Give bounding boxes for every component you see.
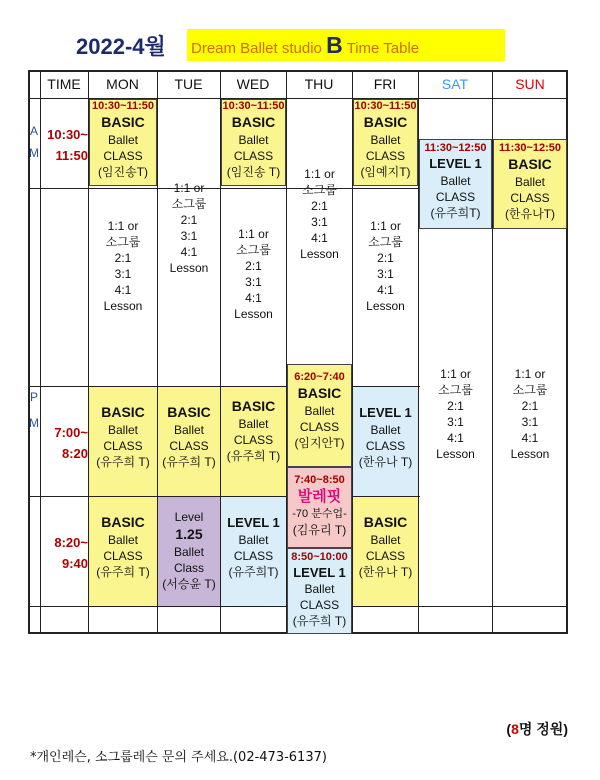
lesson-sat: 1:1 or 소그룹 2:1 3:1 4:1 Lesson bbox=[436, 367, 475, 461]
class-wed-pm2: LEVEL 1 Ballet CLASS (유주희T) bbox=[221, 497, 286, 606]
lesson-tue: 1:1 or 소그룹 2:1 3:1 4:1 Lesson bbox=[169, 181, 209, 275]
class-mon-pm1: BASIC Ballet CLASS (유주희 T) bbox=[89, 387, 157, 496]
time-slot-3-end: 9:40 bbox=[61, 556, 88, 571]
time-slot-2 bbox=[40, 422, 88, 464]
capacity-note: (8명 정원) bbox=[506, 721, 568, 737]
title-suffix: Time Table bbox=[342, 40, 420, 57]
class-tue-pm2: Level 1.25 Ballet Class (서승윤 T) bbox=[158, 497, 220, 606]
time-slot-1-start: 10:30~ bbox=[47, 127, 88, 142]
class-mon-pm2: BASIC Ballet CLASS (유주희 T) bbox=[89, 497, 157, 606]
header-tue: TUE bbox=[174, 76, 203, 92]
header-thu: THU bbox=[304, 76, 334, 92]
header-sun: SUN bbox=[515, 76, 545, 92]
class-thu-pm2b: 8:50~10:00 LEVEL 1 Ballet CLASS (유주희 T) bbox=[287, 548, 352, 634]
class-sun-am: 11:30~12:50 BASIC Ballet CLASS (한유나T) bbox=[493, 139, 567, 229]
lesson-wed: 1:1 or 소그룹 2:1 3:1 4:1 Lesson bbox=[234, 227, 273, 321]
class-tue-pm1: BASIC Ballet CLASS (유주희 T) bbox=[158, 387, 220, 496]
class-fri-pm1: LEVEL 1 Ballet CLASS (한유나 T) bbox=[353, 387, 418, 496]
time-slot-2-start: 7:00~ bbox=[54, 425, 88, 440]
class-thu-pm1: 6:20~7:40 BASIC Ballet CLASS (임지안T) bbox=[287, 364, 352, 467]
am-label-m: M bbox=[29, 146, 39, 160]
class-thu-pm2a: 7:40~8:50 발레핏 -70 분수업- (김유리 T) bbox=[287, 467, 352, 548]
lesson-fri: 1:1 or 소그룹 2:1 3:1 4:1 Lesson bbox=[366, 219, 405, 313]
header-wed: WED bbox=[236, 76, 270, 92]
am-label-a: A bbox=[29, 124, 38, 138]
class-mon-am: 10:30~11:50 BASIC Ballet CLASS (임진송T) bbox=[89, 99, 157, 186]
time-slot-3-start: 8:20~ bbox=[54, 535, 88, 550]
class-sat-am: 11:30~12:50 LEVEL 1 Ballet CLASS (유주희T) bbox=[419, 139, 492, 229]
header-time: TIME bbox=[47, 76, 81, 92]
class-fri-am: 10:30~11:50 BASIC Ballet CLASS (임예지T) bbox=[353, 99, 418, 186]
contact-note: *개인레슨, 소그룹레슨 문의 주세요.(02-473-6137) bbox=[30, 750, 327, 765]
class-wed-am: 10:30~11:50 BASIC Ballet CLASS (임진송 T) bbox=[221, 99, 286, 186]
title-month: 2022-4월 bbox=[76, 34, 166, 59]
header-fri: FRI bbox=[373, 76, 397, 92]
time-slot-3 bbox=[40, 532, 88, 574]
time-slot-2-end: 8:20 bbox=[61, 446, 88, 461]
title-highlight bbox=[187, 29, 505, 61]
pm-label-m: M bbox=[29, 416, 39, 430]
lesson-sun: 1:1 or 소그룹 2:1 3:1 4:1 Lesson bbox=[510, 367, 550, 461]
page-title bbox=[0, 24, 600, 64]
pm-label-p: P bbox=[29, 390, 38, 404]
title-letter: B bbox=[326, 32, 343, 58]
class-wed-pm1: BASIC Ballet CLASS (유주희 T) bbox=[221, 387, 286, 496]
class-fri-pm2: BASIC Ballet CLASS (한유나 T) bbox=[353, 497, 418, 606]
header-mon: MON bbox=[106, 76, 139, 92]
lesson-thu: 1:1 or 소그룹 2:1 3:1 4:1 Lesson bbox=[300, 167, 339, 261]
lesson-mon: 1:1 or 소그룹 2:1 3:1 4:1 Lesson bbox=[103, 219, 143, 313]
time-slot-1 bbox=[40, 124, 88, 166]
time-slot-1-end: 11:50 bbox=[55, 148, 88, 163]
header-sat: SAT bbox=[441, 76, 469, 92]
title-studio: Dream Ballet studio bbox=[191, 40, 327, 57]
